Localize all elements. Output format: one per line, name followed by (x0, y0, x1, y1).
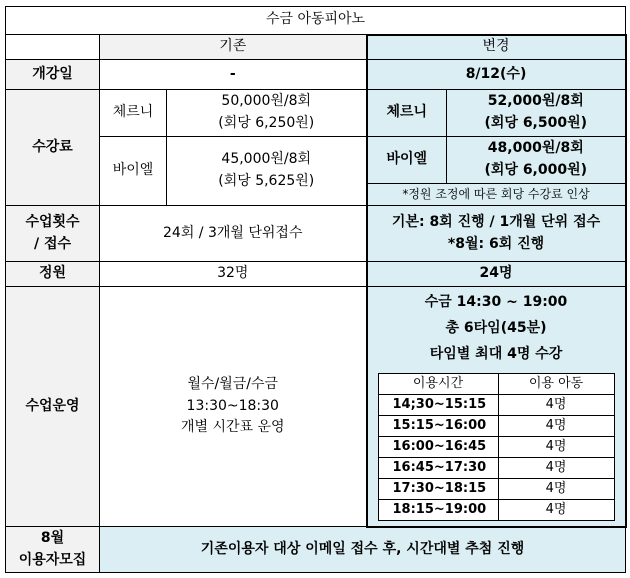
fee-bayer-name-after: 바이엘 (367, 137, 447, 184)
schedule-kids: 4명 (498, 458, 614, 479)
capacity-before: 32명 (100, 262, 367, 287)
operation-before-line3: 개별 시간표 운영 (180, 419, 285, 436)
schedule-header-time: 이용시간 (378, 374, 498, 395)
fee-cherny-name-before: 체르니 (100, 90, 167, 137)
operation-before-line2: 13:30~18:30 (186, 397, 279, 414)
recruit-value: 기존이용자 대상 이메일 접수 후, 시간대별 추첨 진행 (100, 527, 626, 573)
schedule-kids: 4명 (498, 395, 614, 416)
schedule-row (378, 416, 614, 437)
fee-bayer-before (167, 137, 367, 206)
schedule-kids: 4명 (498, 479, 614, 500)
label-capacity: 정원 (6, 262, 100, 287)
label-fee: 수강료 (6, 90, 100, 206)
fee-bayer-name-before: 바이엘 (100, 137, 167, 206)
fee-cherny-before-per: (회당 6,250원) (218, 115, 315, 131)
label-opening: 개강일 (6, 60, 100, 90)
fee-bayer-before-per: (회당 5,625원) (218, 173, 315, 189)
sessions-before: 24회 / 3개월 단위접수 (100, 206, 367, 262)
document-frame (5, 6, 625, 572)
operation-after-line1: 수금 14:30 ~ 19:00 (424, 294, 568, 310)
sessions-after (367, 206, 626, 262)
header-after: 변경 (367, 35, 626, 60)
label-operation: 수업운영 (6, 287, 100, 527)
operation-after-line2: 총 6타임(45분) (445, 320, 547, 336)
fee-cherny-after (447, 90, 626, 137)
fee-cherny-before (167, 90, 367, 137)
operation-after (367, 287, 626, 527)
schedule-time: 16:00~16:45 (378, 437, 498, 458)
label-sessions-line1: 수업횟수 (25, 213, 80, 230)
schedule-row (378, 437, 614, 458)
schedule-time: 18:15~19:00 (378, 500, 498, 521)
schedule-time: 15:15~16:00 (378, 416, 498, 437)
fee-cherny-name-after: 체르니 (367, 90, 447, 137)
operation-before-line1: 월수/월금/수금 (187, 375, 279, 392)
schedule-row (378, 458, 614, 479)
fee-cherny-before-price: 50,000원/8회 (221, 93, 312, 110)
fee-cherny-after-price: 52,000원/8회 (487, 93, 584, 110)
schedule-row (378, 500, 614, 521)
schedule-row (378, 395, 614, 416)
label-recruit-line2: 이용자모집 (18, 551, 87, 568)
comparison-table (5, 6, 627, 573)
fee-bayer-after-price: 48,000원/8회 (487, 140, 584, 157)
schedule-time: 17:30~18:15 (378, 479, 498, 500)
opening-after: 8/12(수) (367, 60, 626, 90)
header-empty-cell (6, 35, 100, 60)
schedule-kids: 4명 (498, 416, 614, 437)
schedule-kids: 4명 (498, 437, 614, 458)
label-sessions-line2: / 접수 (33, 235, 72, 252)
opening-before: - (100, 60, 367, 90)
fee-bayer-after-per: (회당 6,000원) (484, 162, 588, 178)
schedule-row (378, 479, 614, 500)
operation-after-line3: 타임별 최대 4명 수강 (429, 346, 563, 362)
fee-bayer-after (447, 137, 626, 184)
fee-cherny-after-per: (회당 6,500원) (484, 115, 588, 131)
sessions-after-line1: 기본: 8회 진행 / 1개월 단위 접수 (391, 213, 601, 230)
fee-bayer-before-price: 45,000원/8회 (221, 151, 312, 168)
schedule-header-kids: 이용 아동 (498, 374, 614, 395)
schedule-time: 16:45~17:30 (378, 458, 498, 479)
fee-note: *정원 조정에 따른 회당 수강료 인상 (367, 184, 626, 206)
schedule-time: 14;30~15:15 (378, 395, 498, 416)
header-before: 기존 (100, 35, 367, 60)
operation-before (100, 287, 367, 527)
label-recruit-line1: 8월 (40, 529, 65, 546)
schedule-kids: 4명 (498, 500, 614, 521)
sessions-after-line2: *8월: 6회 진행 (447, 235, 545, 252)
label-sessions (6, 206, 100, 262)
capacity-after: 24명 (367, 262, 626, 287)
label-recruit (6, 527, 100, 573)
table-title: 수금 아동피아노 (6, 7, 626, 35)
schedule-table (378, 373, 615, 521)
